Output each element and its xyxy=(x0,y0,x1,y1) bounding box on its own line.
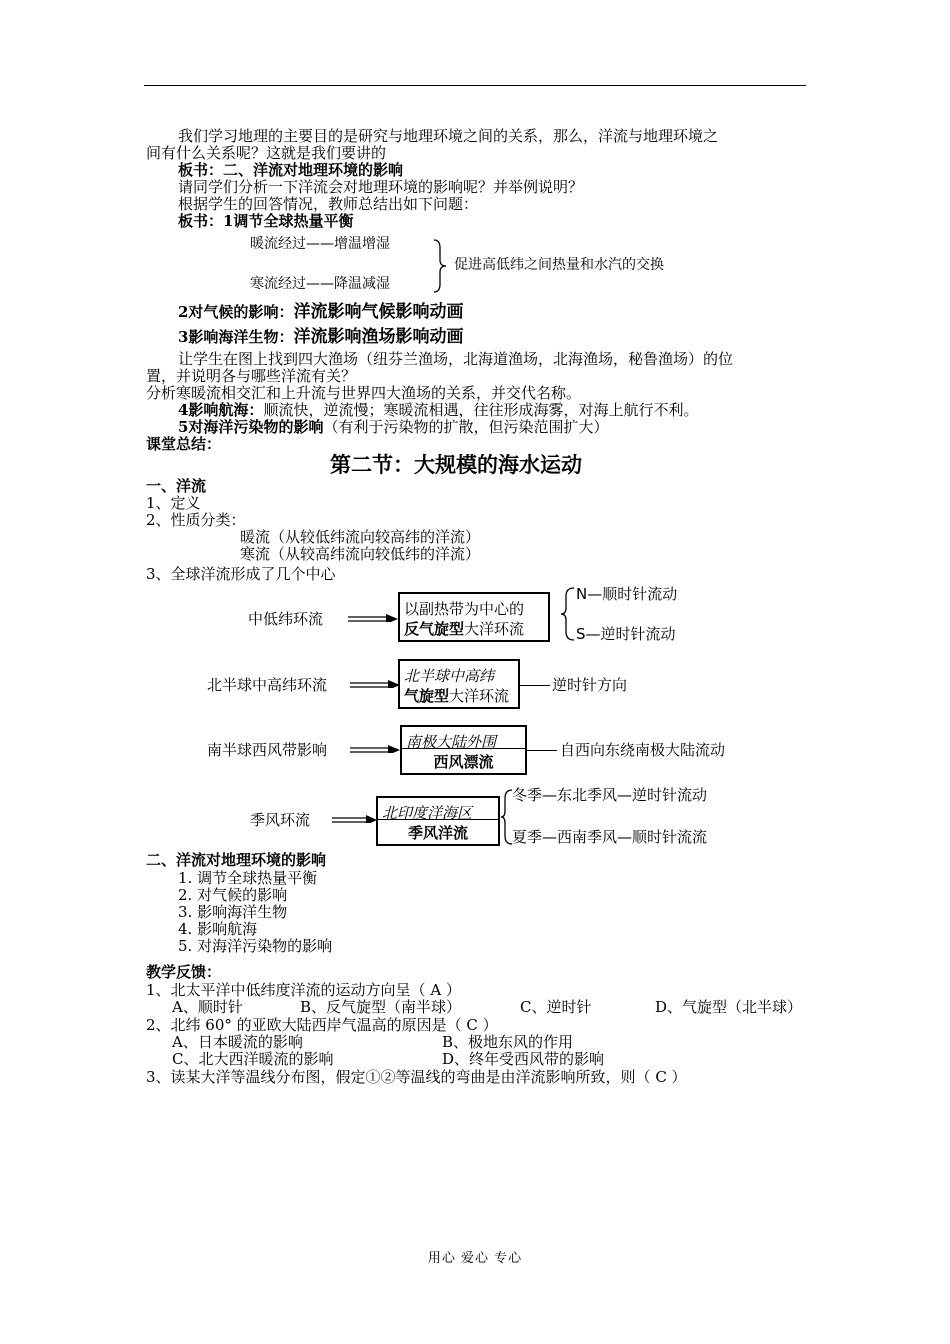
fish-line-3: 分析寒暖流相交汇和上升流与世界四大渔场的关系，并交代名称。 xyxy=(146,384,582,402)
part2-heading: 二、洋流对地理环境的影响 xyxy=(146,851,327,869)
row1-right-1: N—顺时针流动 xyxy=(576,585,678,603)
question-1: 1、北太平洋中低纬度洋流的运动方向呈（ A ） xyxy=(146,981,461,999)
row3-left-label: 南半球西风带影响 xyxy=(207,741,328,759)
row3-box-line2: 西风漂流 xyxy=(433,753,494,771)
row1-box-bold: 反气旋型 xyxy=(404,620,465,638)
row4-box xyxy=(376,796,500,846)
row4-right-2: 夏季—西南季风—顺时针流流 xyxy=(512,828,708,846)
row4-right-1: 冬季—东北季风—逆时针流动 xyxy=(512,786,708,804)
feedback-heading: 教学反馈： xyxy=(146,963,222,981)
outline-classification: 2、性质分类： xyxy=(146,511,246,529)
item5-text: （有利于污染物的扩散，但污染范围扩大） xyxy=(323,418,609,436)
board-title: 板书：二、洋流对地理环境的影响 xyxy=(178,161,404,179)
row1-left-label: 中低纬环流 xyxy=(248,610,324,628)
board-item-1: 板书：1调节全球热量平衡 xyxy=(178,212,354,230)
item2-label: 2对气候的影响： xyxy=(178,303,294,321)
row2-arrow-icon xyxy=(350,680,400,688)
row4-left-label: 季风环流 xyxy=(250,811,311,829)
outline-cold: 寒流（从较高纬流向较低纬的洋流） xyxy=(240,545,481,563)
fish-line-1: 让学生在图上找到四大渔场（纽芬兰渔场，北海道渔场，北海渔场，秘鲁渔场）的位 xyxy=(178,350,734,368)
row1-box xyxy=(398,592,550,642)
intro-line-1: 我们学习地理的主要目的是研究与地理环境之间的关系，那么，洋流与地理环境之 xyxy=(178,127,719,145)
intro-line-2: 间有什么关系呢？这就是我们要讲的 xyxy=(146,144,387,162)
row2-box-rest: 大洋环流 xyxy=(449,687,510,705)
section-title: 第二节：大规模的海水运动 xyxy=(330,452,582,477)
row3-connector xyxy=(527,750,557,751)
header-rule xyxy=(144,85,806,86)
exchange-text: 促进高低纬之间热量和水汽的交换 xyxy=(454,257,664,273)
q2-option-a: A、日本暖流的影响 xyxy=(172,1033,303,1051)
item5-label: 5对海洋污染物的影响 xyxy=(178,418,324,436)
summary-line: 根据学生的回答情况，教师总结出如下问题： xyxy=(178,195,479,213)
item4-label: 4影响航海： xyxy=(178,401,264,419)
curly-brace-icon xyxy=(430,238,450,294)
question-2: 2、北纬 60° 的亚欧大陆西岸气温高的原因是（ C ） xyxy=(146,1016,498,1034)
row4-box-line1: 北印度洋海区 xyxy=(382,804,473,822)
item4-text: 顺流快，逆流慢；寒暖流相遇，往往形成海雾，对海上航行不利。 xyxy=(263,401,699,419)
q2-option-c: C、北大西洋暖流的影响 xyxy=(172,1050,334,1068)
row1-arrow-icon xyxy=(348,614,398,622)
outline-warm: 暖流（从较低纬流向较高纬的洋流） xyxy=(240,528,481,546)
row3-arrow-icon xyxy=(350,745,400,753)
outline-heading-1: 一、洋流 xyxy=(146,477,207,495)
outline-definition: 1、定义 xyxy=(146,494,201,512)
row1-brace-icon xyxy=(560,586,576,642)
prompt-line: 请同学们分析一下洋流会对地理环境的影响呢？并举例说明？ xyxy=(178,178,584,196)
row2-box xyxy=(398,659,520,709)
q2-option-b: B、极地东风的作用 xyxy=(442,1033,574,1051)
item2-animation: 洋流影响气候影响动画 xyxy=(293,302,464,322)
part2-item: 5. 对海洋污染物的影响 xyxy=(178,937,333,955)
part2-item: 3. 影响海洋生物 xyxy=(178,903,288,921)
row2-left-label: 北半球中高纬环流 xyxy=(207,676,328,694)
row4-arrow-icon xyxy=(332,815,377,823)
q1-option-d: D、气旋型（北半球） xyxy=(655,998,803,1016)
row1-box-line1: 以副热带为中心的 xyxy=(404,600,525,618)
row2-box-bold: 气旋型 xyxy=(404,687,450,705)
q1-option-b: B、反气旋型（南半球） xyxy=(300,998,462,1016)
outline-centers: 3、全球洋流形成了几个中心 xyxy=(146,565,336,583)
item3-label: 3影响海洋生物： xyxy=(178,328,294,346)
row3-right-1: 自西向东绕南极大陆流动 xyxy=(560,741,726,759)
fish-line-2: 置，并说明各与哪些洋流有关？ xyxy=(146,367,357,385)
row1-right-2: S—逆时针流动 xyxy=(576,625,676,643)
part2-item: 2. 对气候的影响 xyxy=(178,886,288,904)
q1-option-c: C、逆时针 xyxy=(520,998,592,1016)
page-footer: 用心 爱心 专心 xyxy=(427,1251,523,1266)
question-3: 3、读某大洋等温线分布图，假定①②等温线的弯曲是由洋流影响所致，则（ C ） xyxy=(146,1068,687,1086)
row3-box-line1: 南极大陆外围 xyxy=(406,733,497,751)
row2-box-line1: 北半球中高纬 xyxy=(404,667,495,685)
row4-box-line2: 季风洋流 xyxy=(407,824,468,842)
row4-box-divider xyxy=(378,819,498,820)
row2-right-1: 逆时针方向 xyxy=(552,676,628,694)
class-summary: 课堂总结： xyxy=(146,435,222,453)
row3-box-divider xyxy=(402,748,525,749)
q2-option-d: D、终年受西风带的影响 xyxy=(442,1050,605,1068)
q1-option-a: A、顺时针 xyxy=(172,998,243,1016)
item3-animation: 洋流影响渔场影响动画 xyxy=(293,327,464,347)
row2-connector xyxy=(520,685,550,686)
row1-box-rest: 大洋环流 xyxy=(464,620,525,638)
row3-box xyxy=(400,725,527,775)
part2-item: 4. 影响航海 xyxy=(178,920,258,938)
cold-current-text: 寒流经过——降温减湿 xyxy=(250,276,390,292)
warm-current-text: 暖流经过——增温增湿 xyxy=(250,236,390,252)
part2-item: 1. 调节全球热量平衡 xyxy=(178,869,318,887)
